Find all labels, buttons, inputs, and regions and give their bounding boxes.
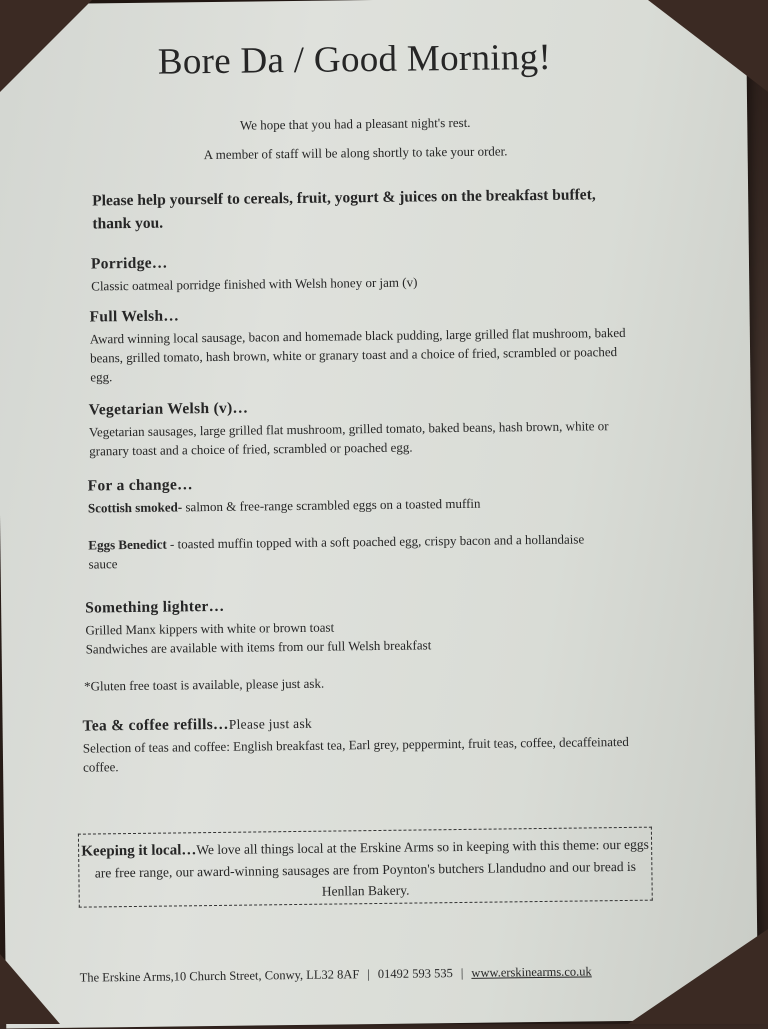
vegetarian-text: Vegetarian sausages, large grilled flat mushroom, grilled tomato, baked beans, hash brown, white or granary toast and a choice of fried, scrambled or poached egg. (88, 418, 609, 459)
lighter-heading: Something lighter… (85, 597, 225, 617)
tea-heading: Tea & coffee refills… (82, 715, 229, 735)
footer-website-link[interactable]: www.erskinearms.co.uk (471, 964, 592, 980)
footer-separator-1: | (367, 967, 370, 982)
gluten-note-text: *Gluten free toast is available, please just ask. (84, 675, 325, 694)
lighter-line-2: Sandwiches are available with items from our full Welsh breakfast (85, 637, 432, 657)
change-item-scottish (88, 492, 618, 517)
change-heading: For a change… (87, 476, 193, 495)
change-item-benedict (88, 529, 588, 573)
porridge-heading: Porridge… (90, 254, 168, 273)
eggs-benedict-label: Eggs Benedict (88, 536, 167, 553)
scottish-smoked-text: salmon & free-range scrambled eggs on a toasted muffin (182, 495, 481, 515)
buffet-note: Please help yourself to cereals, fruit, yogurt & juices on the breakfast buffet, thank you. (92, 186, 596, 233)
section-tea-coffee (82, 711, 643, 777)
corner-pocket-top-right (648, 0, 768, 92)
corner-pocket-bottom-right (628, 929, 768, 1024)
corner-pocket-bottom-left (0, 954, 60, 1024)
page-title: Bore Da / Good Morning! (157, 36, 552, 83)
eggs-benedict-text: - toasted muffin topped with a soft poached egg, crispy bacon and a hollandaise sauce (88, 531, 585, 572)
intro-line-2: A member of staff will be along shortly to take your order. (203, 143, 508, 163)
section-porridge (91, 249, 651, 296)
local-heading: Keeping it local… (81, 842, 197, 860)
scottish-smoked-label: Scottish smoked- (87, 499, 183, 516)
footer-separator-2: | (460, 965, 464, 980)
section-full-welsh (89, 302, 630, 387)
corner-pocket-top-left (0, 0, 92, 92)
full-welsh-text: Award winning local sausage, bacon and homemade black pudding, large grilled flat mushroom, baked beans, grilled tomato, hash brown, white or granary toast and a choice of fried, scrambled or poached egg. (89, 324, 626, 385)
footer (80, 964, 592, 985)
gluten-free-note (84, 670, 644, 696)
vegetarian-heading: Vegetarian Welsh (v)… (88, 399, 249, 419)
tea-text: Selection of teas and coffee: English breakfast tea, Earl grey, peppermint, fruit teas, coffee, decaffeinated coffee. (82, 733, 629, 775)
full-welsh-heading: Full Welsh… (89, 307, 180, 326)
porridge-text: Classic oatmeal porridge finished with Welsh honey or jam (v) (91, 274, 418, 294)
keeping-it-local-box (78, 827, 653, 908)
tea-heading-suffix: Please just ask (228, 715, 313, 732)
intro-line-1: We hope that you had a pleasant night's rest. (239, 114, 471, 133)
local-text: We love all things local at the Erskine Arms so in keeping with this theme: our eggs are free range, our award-winning sausages are from Poynton's butchers Llandudno and our bread is Henllan Bakery. (94, 836, 649, 899)
lighter-line-1: Grilled Manx kippers with white or brown toast (85, 619, 335, 638)
footer-phone: 01492 593 535 (377, 966, 453, 982)
section-something-lighter (85, 593, 646, 659)
footer-address: The Erskine Arms,10 Church Street, Conwy, LL32 8AF (79, 967, 360, 985)
section-vegetarian (89, 395, 630, 461)
section-for-a-change (88, 471, 619, 573)
